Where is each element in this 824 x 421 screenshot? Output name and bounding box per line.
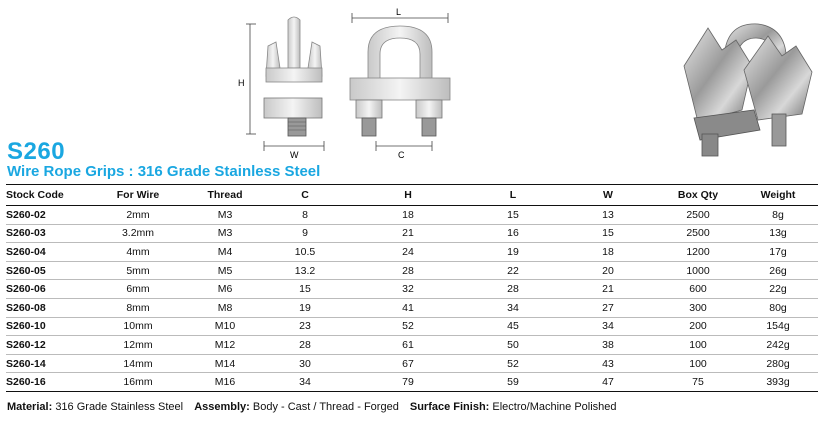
cell-box-qty: 2500 — [658, 206, 738, 225]
cell-for-wire: 2mm — [88, 206, 188, 225]
spec-footer — [7, 401, 617, 413]
cell-c: 34 — [262, 373, 348, 392]
cell-thread: M16 — [188, 373, 262, 392]
product-subtitle: Wire Rope Grips : 316 Grade Stainless Steel — [7, 163, 321, 180]
cell-thread: M3 — [188, 224, 262, 243]
cell-thread: M10 — [188, 317, 262, 336]
cell-box-qty: 600 — [658, 280, 738, 299]
cell-box-qty: 1000 — [658, 261, 738, 280]
cell-l: 15 — [468, 206, 558, 225]
assembly-value: Body - Cast / Thread - Forged — [252, 401, 399, 413]
material-label: Material: — [7, 401, 53, 413]
table-row — [6, 206, 818, 225]
cell-c: 10.5 — [262, 243, 348, 262]
cell-l: 28 — [468, 280, 558, 299]
cell-l: 16 — [468, 224, 558, 243]
cell-l: 22 — [468, 261, 558, 280]
cell-h: 18 — [348, 206, 468, 225]
table-row — [6, 280, 818, 299]
cell-box-qty: 100 — [658, 354, 738, 373]
cell-stock-code: S260-10 — [6, 317, 88, 336]
cell-c: 13.2 — [262, 261, 348, 280]
header-stock-code: Stock Code — [6, 185, 88, 206]
product-photo — [672, 10, 822, 160]
label-l: L — [396, 7, 402, 17]
cell-h: 21 — [348, 224, 468, 243]
cell-box-qty: 2500 — [658, 224, 738, 243]
header-thread: Thread — [188, 185, 262, 206]
cell-box-qty: 300 — [658, 298, 738, 317]
cell-c: 23 — [262, 317, 348, 336]
header-box-qty: Box Qty — [658, 185, 738, 206]
cell-l: 59 — [468, 373, 558, 392]
cell-l: 34 — [468, 298, 558, 317]
cell-for-wire: 14mm — [88, 354, 188, 373]
table-row — [6, 298, 818, 317]
front-view-diagram — [344, 6, 454, 160]
cell-w: 21 — [558, 280, 658, 299]
header-weight: Weight — [738, 185, 818, 206]
cell-l: 52 — [468, 354, 558, 373]
label-h: H — [238, 78, 245, 88]
cell-weight: 242g — [738, 336, 818, 355]
cell-thread: M4 — [188, 243, 262, 262]
header-l: L — [468, 185, 558, 206]
cell-h: 32 — [348, 280, 468, 299]
cell-weight: 393g — [738, 373, 818, 392]
cell-for-wire: 6mm — [88, 280, 188, 299]
cell-w: 13 — [558, 206, 658, 225]
cell-for-wire: 16mm — [88, 373, 188, 392]
cell-w: 43 — [558, 354, 658, 373]
cell-for-wire: 4mm — [88, 243, 188, 262]
table-row — [6, 317, 818, 336]
cell-stock-code: S260-02 — [6, 206, 88, 225]
cell-thread: M12 — [188, 336, 262, 355]
cell-for-wire: 8mm — [88, 298, 188, 317]
cell-w: 27 — [558, 298, 658, 317]
table-row — [6, 243, 818, 262]
cell-stock-code: S260-06 — [6, 280, 88, 299]
cell-for-wire: 12mm — [88, 336, 188, 355]
cell-thread: M8 — [188, 298, 262, 317]
cell-weight: 13g — [738, 224, 818, 243]
finish-value: Electro/Machine Polished — [492, 401, 617, 413]
cell-w: 20 — [558, 261, 658, 280]
header-c: C — [262, 185, 348, 206]
cell-weight: 80g — [738, 298, 818, 317]
cell-box-qty: 200 — [658, 317, 738, 336]
cell-thread: M3 — [188, 206, 262, 225]
cell-w: 15 — [558, 224, 658, 243]
cell-h: 41 — [348, 298, 468, 317]
table-header-row — [6, 185, 818, 206]
cell-l: 19 — [468, 243, 558, 262]
header-h: H — [348, 185, 468, 206]
cell-weight: 8g — [738, 206, 818, 225]
cell-stock-code: S260-08 — [6, 298, 88, 317]
cell-c: 8 — [262, 206, 348, 225]
table-row — [6, 261, 818, 280]
label-c: C — [398, 150, 405, 160]
cell-weight: 17g — [738, 243, 818, 262]
cell-h: 52 — [348, 317, 468, 336]
cell-stock-code: S260-12 — [6, 336, 88, 355]
cell-w: 18 — [558, 243, 658, 262]
cell-stock-code: S260-16 — [6, 373, 88, 392]
cell-box-qty: 75 — [658, 373, 738, 392]
cell-h: 28 — [348, 261, 468, 280]
cell-w: 47 — [558, 373, 658, 392]
cell-thread: M6 — [188, 280, 262, 299]
cell-for-wire: 5mm — [88, 261, 188, 280]
cell-box-qty: 100 — [658, 336, 738, 355]
cell-thread: M14 — [188, 354, 262, 373]
cell-h: 79 — [348, 373, 468, 392]
cell-w: 34 — [558, 317, 658, 336]
spec-table — [6, 184, 818, 392]
cell-l: 45 — [468, 317, 558, 336]
cell-stock-code: S260-14 — [6, 354, 88, 373]
cell-h: 24 — [348, 243, 468, 262]
cell-weight: 22g — [738, 280, 818, 299]
label-w: W — [290, 150, 299, 160]
cell-w: 38 — [558, 336, 658, 355]
table-row — [6, 336, 818, 355]
side-view-diagram — [236, 6, 348, 160]
cell-weight: 280g — [738, 354, 818, 373]
table-row — [6, 224, 818, 243]
cell-weight: 26g — [738, 261, 818, 280]
cell-stock-code: S260-03 — [6, 224, 88, 243]
product-code: S260 — [7, 138, 66, 165]
cell-weight: 154g — [738, 317, 818, 336]
finish-label: Surface Finish: — [409, 401, 490, 413]
table-row — [6, 354, 818, 373]
cell-h: 61 — [348, 336, 468, 355]
cell-h: 67 — [348, 354, 468, 373]
table-row — [6, 373, 818, 392]
cell-box-qty: 1200 — [658, 243, 738, 262]
cell-c: 28 — [262, 336, 348, 355]
cell-for-wire: 3.2mm — [88, 224, 188, 243]
material-value: 316 Grade Stainless Steel — [55, 401, 184, 413]
header-w: W — [558, 185, 658, 206]
cell-thread: M5 — [188, 261, 262, 280]
cell-c: 19 — [262, 298, 348, 317]
cell-stock-code: S260-04 — [6, 243, 88, 262]
cell-stock-code: S260-05 — [6, 261, 88, 280]
header-for-wire: For Wire — [88, 185, 188, 206]
cell-for-wire: 10mm — [88, 317, 188, 336]
cell-l: 50 — [468, 336, 558, 355]
cell-c: 30 — [262, 354, 348, 373]
cell-c: 9 — [262, 224, 348, 243]
cell-c: 15 — [262, 280, 348, 299]
assembly-label: Assembly: — [194, 401, 250, 413]
